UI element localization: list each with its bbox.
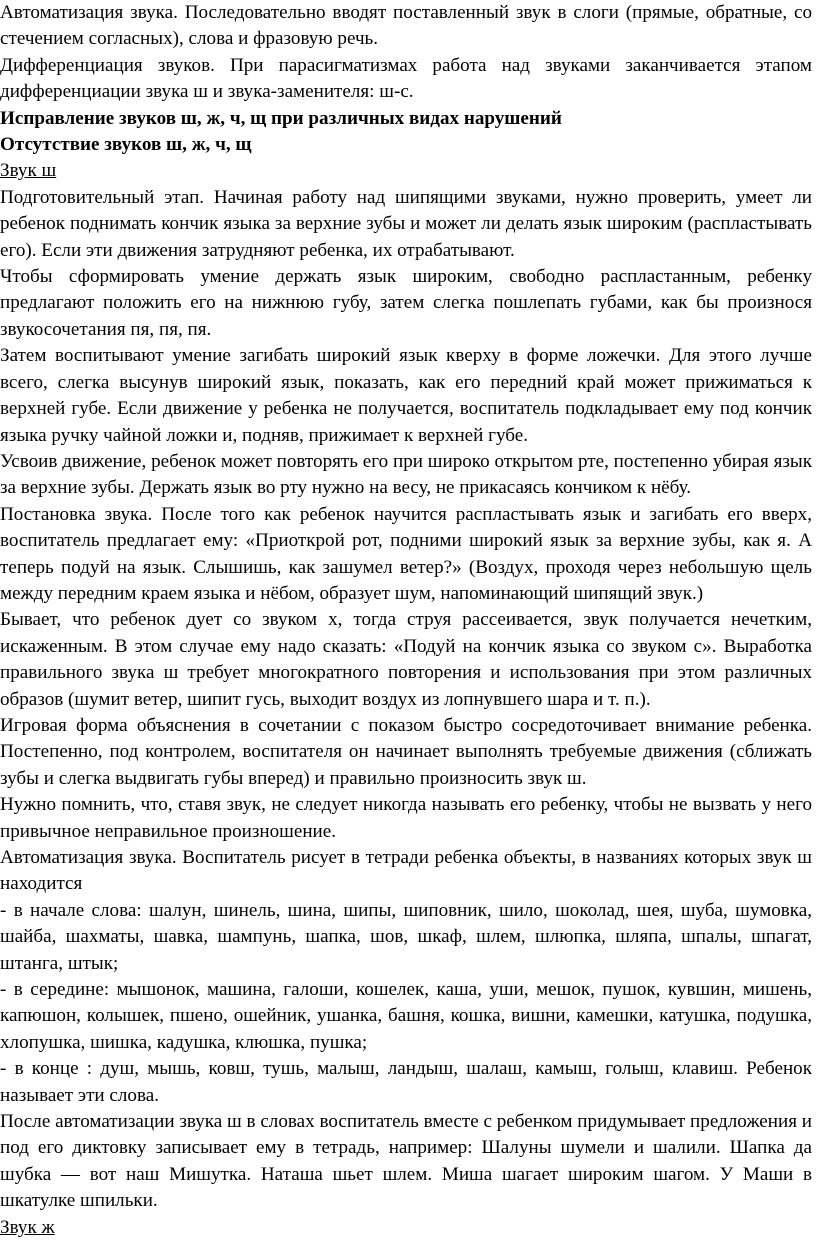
paragraph-spoon-shape: Затем воспитывают умение загибать широкий язык кверху в форме ложечки. Для этого лучше всего, слегка высунув широкий язык, показать, как его передний край может прижиматься к верхней губе. Если движение у ребенка не получается, воспитатель подкладывает ему под кончик языка ручку чайной ложки и, подняв, прижимает к верхней губе. — [0, 345, 812, 446]
list-item-word-start: - в начале слова: шалун, шинель, шина, шипы, шиповник, шило, шоколад, шея, шуба, шумовка, шайба, шахматы, шавка, шампунь, шапка, шов, шкаф, шлем, шлюпка, шляпа, шпалы, шпагат, штанга, штык; — [0, 899, 812, 974]
heading-absence: Отсутствие звуков ш, ж, ч, щ — [0, 134, 252, 156]
paragraph-movement-mastered: Усвоив движение, ребенок может повторять его при широко открытом рте, постепенно убирая язык за верхние зубы. Держать язык во рту нужно на весу, не прикасаясь кончиком к нёбу. — [0, 450, 812, 499]
paragraph-game-form: Игровая форма объяснения в сочетании с показом быстро сосредоточивает внимание ребенка. Постепенно, под контролем, воспитателя он начинает выполнять требуемые движения (сближать зубы и слегка выдвигать губы вперед) и правильно произносить звук ш. — [0, 714, 812, 789]
paragraph-sentences: После автоматизации звука ш в словах воспитатель вместе с ребенком придумывает предложения и под его диктовку записывает ему в тетрадь, например: Шалуны шумели и шалили. Шапка да шубка — вот наш Мишутка. Наташа шьет шлем. Миша шагает широким шагом. У Маши в шкатулке шпильки. — [0, 1111, 812, 1212]
paragraph-sound-x: Бывает, что ребенок дует со звуком х, тогда струя рассеивается, звук получается нечетким, искаженным. В этом случае ему надо сказать: «Подуй на кончик языка со звуком с». Выработка правильного звука ш требует многократного повторения и использования при этом различных образов (шумит ветер, шипит гусь, выходит воздух из лопнувшего шара и т. п.). — [0, 609, 812, 710]
list-item-word-end: - в конце : душ, мышь, ковш, тушь, малыш, ландыш, шалаш, камыш, голыш, клавиш. Ребенок называет эти слова. — [0, 1058, 812, 1106]
list-item-word-middle: - в середине: мышонок, машина, галоши, кошелек, каша, уши, мешок, пушок, кувшин, мишень, капюшон, колышек, пшено, ошейник, ушанка, башня, кошка, вишни, камешки, катушка, подушка, хлопушка, шишка, кадушка, клюшка, пушка; — [0, 979, 812, 1053]
paragraph-preparatory-stage: Подготовительный этап. Начиная работу над шипящими звуками, нужно проверить, умеет ли ребенок поднимать кончик языка за верхние зубы и может ли делать язык широким (распластывать его). Если эти движения затрудняют ребенка, их отрабатывают. — [0, 186, 812, 261]
subheading-sound-zh — [0, 1215, 812, 1241]
paragraph-remember: Нужно помнить, что, ставя звук, не следует никогда называть его ребенку, чтобы не вызвать у него привычное неправильное произношение. — [0, 794, 812, 842]
paragraph-sound-setting: Постановка звука. После того как ребенок научится распластывать язык и загибать его вверх, воспитатель предлагает ему: «Приоткрой рот, подними широкий язык за верхние зубы, как я. А теперь подуй на язык. Слышишь, как зашумел ветер?» (Воздух, проходя через небольшую щель между передним краем языка и нёбом, образует шум, напоминающий шипящий звук.) — [0, 503, 812, 604]
paragraph-automation-drawing: Автоматизация звука. Воспитатель рисует в тетради ребенка объекты, в названиях которых звук ш находится — [0, 847, 812, 895]
paragraph-differentiation: Дифференциация звуков. При парасигматизмах работа над звуками заканчивается этапом дифференциации звука ш и звука-заменителя: ш-с. — [0, 54, 812, 103]
heading-correction: Исправление звуков ш, ж, ч, щ при различных видах нарушений — [0, 107, 562, 129]
subheading-sound-sh-label: Звук ш — [0, 160, 57, 182]
subheading-sound-zh-label: Звук ж — [0, 1216, 55, 1238]
paragraph-wide-tongue: Чтобы сформировать умение держать язык широким, свободно распластанным, ребенку предлагают положить его на нижнюю губу, затем слегка пошлепать губами, как бы произнося звукосочетания пя, пя, пя. — [0, 266, 812, 340]
subheading-sound-sh — [0, 158, 812, 184]
paragraph-automation-intro: Автоматизация звука. Последовательно вводят поставленный звук в слоги (прямые, обратные, со стечением согласных), слова и фразовую речь. — [0, 2, 812, 50]
